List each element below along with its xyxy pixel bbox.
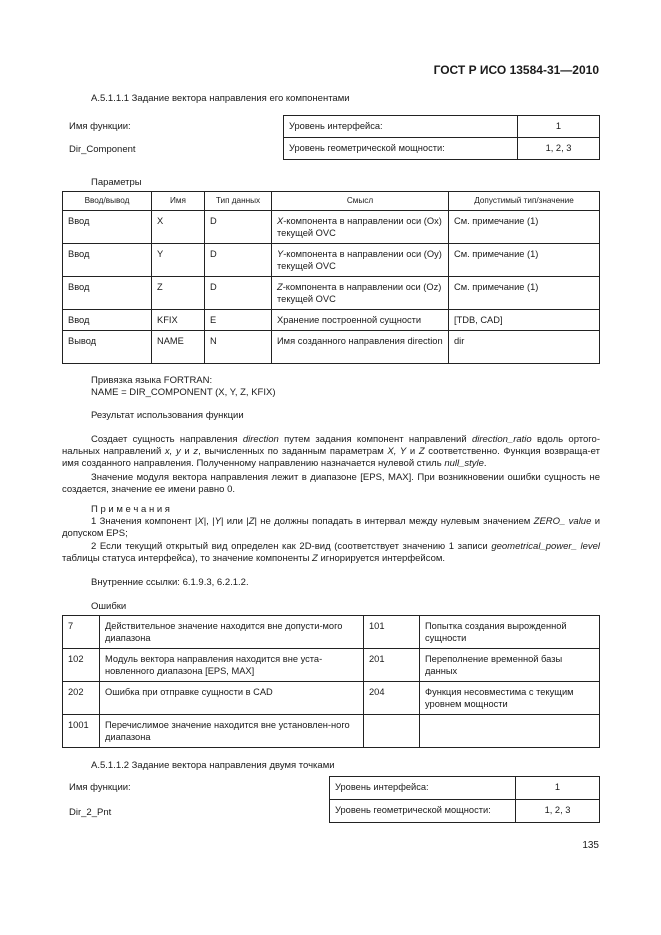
result-paragraph-2: Значение модуля вектора направления лежит в диапазоне [EPS, MAX]. При возникновении ошибки сущность не создается, значение ее имени равно 0. xyxy=(62,472,600,495)
table-cell xyxy=(272,244,449,277)
table-cell xyxy=(272,211,449,244)
meaning-text: Хранение построенной сущности xyxy=(277,315,422,325)
table-row xyxy=(63,649,600,682)
internal-references: Внутренние ссылки: 6.1.9.3, 6.2.1.2. xyxy=(91,577,249,588)
errors-table xyxy=(62,615,600,748)
error-text: Действительное значение находится вне допусти-мого диапазона xyxy=(100,616,364,649)
table-cell: Y xyxy=(152,244,205,277)
table-cell xyxy=(272,310,449,331)
meaning-symbol: X xyxy=(277,216,284,226)
error-code: 7 xyxy=(63,616,100,649)
table-cell: X xyxy=(152,211,205,244)
function-name-label: Имя функции: xyxy=(69,121,131,132)
table-cell: 1 xyxy=(518,116,600,138)
fortran-binding-code: NAME = DIR_COMPONENT (X, Y, Z, KFIX) xyxy=(91,387,276,398)
parameters-caption: Параметры xyxy=(91,177,142,188)
error-text: Ошибка при отправке сущности в CAD xyxy=(100,682,364,715)
note-2: 2 Если текущий открытый вид определен как 2D-вид (соответствует значению 1 записи geometrical_power_ level таблицы статуса интерфейса), то значение компоненты Z игнорируется интерфейсом. xyxy=(62,541,600,564)
document-header: ГОСТ Р ИСО 13584-31—2010 xyxy=(433,63,599,77)
table-row xyxy=(63,715,600,748)
note-1: 1 Значения компонент |X|, |Y| или |Z| не должны попадать в интервал между нулевым значением ZERO_ value и допуском EPS; xyxy=(62,516,601,539)
errors-caption: Ошибки xyxy=(91,601,127,612)
table-row xyxy=(63,211,600,244)
meaning-text: -компонента в направлении оси (Oy) текущей OVC xyxy=(277,249,442,271)
error-text: Переполнение временной базы данных xyxy=(420,649,600,682)
error-code: 1001 xyxy=(63,715,100,748)
table-row xyxy=(63,244,600,277)
table-cell: N xyxy=(205,331,272,364)
error-text: Модуль вектора направления находится вне уста-новленного диапазона [EPS, MAX] xyxy=(100,649,364,682)
meaning-text: Имя созданного направления direction xyxy=(277,336,443,346)
error-text: Попытка создания вырожденной сущности xyxy=(420,616,600,649)
notes-title: П р и м е ч а н и я xyxy=(91,504,170,515)
table-cell: Вывод xyxy=(63,331,152,364)
table-cell: [TDB, CAD] xyxy=(449,310,600,331)
table-cell: Ввод xyxy=(63,244,152,277)
column-header: Смысл xyxy=(272,192,449,211)
table-cell: KFIX xyxy=(152,310,205,331)
table-row xyxy=(63,310,600,331)
table-row xyxy=(330,777,600,800)
interface-level-table-2 xyxy=(329,776,600,823)
table-cell: 1, 2, 3 xyxy=(516,800,600,823)
table-cell: NAME xyxy=(152,331,205,364)
meaning-symbol: Z xyxy=(277,282,283,292)
table-row xyxy=(63,331,600,364)
table-cell: 1 xyxy=(516,777,600,800)
table-cell: Ввод xyxy=(63,310,152,331)
table-cell: Ввод xyxy=(63,277,152,310)
meaning-text: -компонента в направлении оси (Ox) текущей OVC xyxy=(277,216,442,238)
table-cell xyxy=(272,277,449,310)
table-cell xyxy=(272,331,449,364)
page-number: 135 xyxy=(582,840,599,851)
table-cell: 1, 2, 3 xyxy=(518,138,600,160)
error-text xyxy=(420,715,600,748)
error-code: 204 xyxy=(364,682,420,715)
meaning-text: -компонента в направлении оси (Oz) текущей OVC xyxy=(277,282,442,304)
error-code xyxy=(364,715,420,748)
result-paragraph: Создает сущность направления direction путем задания компонент направлений direction_ratio вдоль ортого-нальных направлений x, y и z, вычисленных по заданным параметрам X, Y и Z соответственно. Функция возвраща-ет имя созданного направления. Полученному направлению назначается нулевой стиль null_style. xyxy=(62,434,600,469)
table-cell: Ввод xyxy=(63,211,152,244)
table-row xyxy=(330,800,600,823)
error-code: 201 xyxy=(364,649,420,682)
table-cell: См. примечание (1) xyxy=(449,244,600,277)
table-cell: D xyxy=(205,277,272,310)
error-code: 101 xyxy=(364,616,420,649)
column-header: Ввод/вывод xyxy=(63,192,152,211)
table-cell: Уровень геометрической мощности: xyxy=(330,800,516,823)
table-row xyxy=(63,277,600,310)
column-header: Допустимый тип/значение xyxy=(449,192,600,211)
meaning-symbol: Y xyxy=(277,249,284,259)
function-name-label-2: Имя функции: xyxy=(69,782,131,793)
parameters-table xyxy=(62,191,600,364)
interface-level-table xyxy=(283,115,600,160)
table-cell: dir xyxy=(449,331,600,364)
error-code: 202 xyxy=(63,682,100,715)
table-header-row xyxy=(63,192,600,211)
table-row xyxy=(63,616,600,649)
section-title: А.5.1.1.1 Задание вектора направления его компонентами xyxy=(91,93,350,104)
table-row xyxy=(63,682,600,715)
error-text: Функция несовместима с текущим уровнем мощности xyxy=(420,682,600,715)
function-name-value-2: Dir_2_Pnt xyxy=(69,807,112,818)
table-cell: D xyxy=(205,211,272,244)
table-cell: См. примечание (1) xyxy=(449,277,600,310)
column-header: Тип данных xyxy=(205,192,272,211)
table-cell: Уровень геометрической мощности: xyxy=(284,138,518,160)
column-header: Имя xyxy=(152,192,205,211)
table-cell: E xyxy=(205,310,272,331)
error-text: Перечислимое значение находится вне установлен-ного диапазона xyxy=(100,715,364,748)
table-row xyxy=(284,116,600,138)
table-row xyxy=(284,138,600,160)
function-name-value: Dir_Component xyxy=(69,144,136,155)
table-cell: Уровень интерфейса: xyxy=(284,116,518,138)
fortran-binding-label: Привязка языка FORTRAN: xyxy=(91,375,213,386)
table-cell: См. примечание (1) xyxy=(449,211,600,244)
result-title: Результат использования функции xyxy=(91,410,244,421)
table-cell: Z xyxy=(152,277,205,310)
error-code: 102 xyxy=(63,649,100,682)
table-cell: Уровень интерфейса: xyxy=(330,777,516,800)
section-title-2: А.5.1.1.2 Задание вектора направления двумя точками xyxy=(91,760,335,771)
table-cell: D xyxy=(205,244,272,277)
